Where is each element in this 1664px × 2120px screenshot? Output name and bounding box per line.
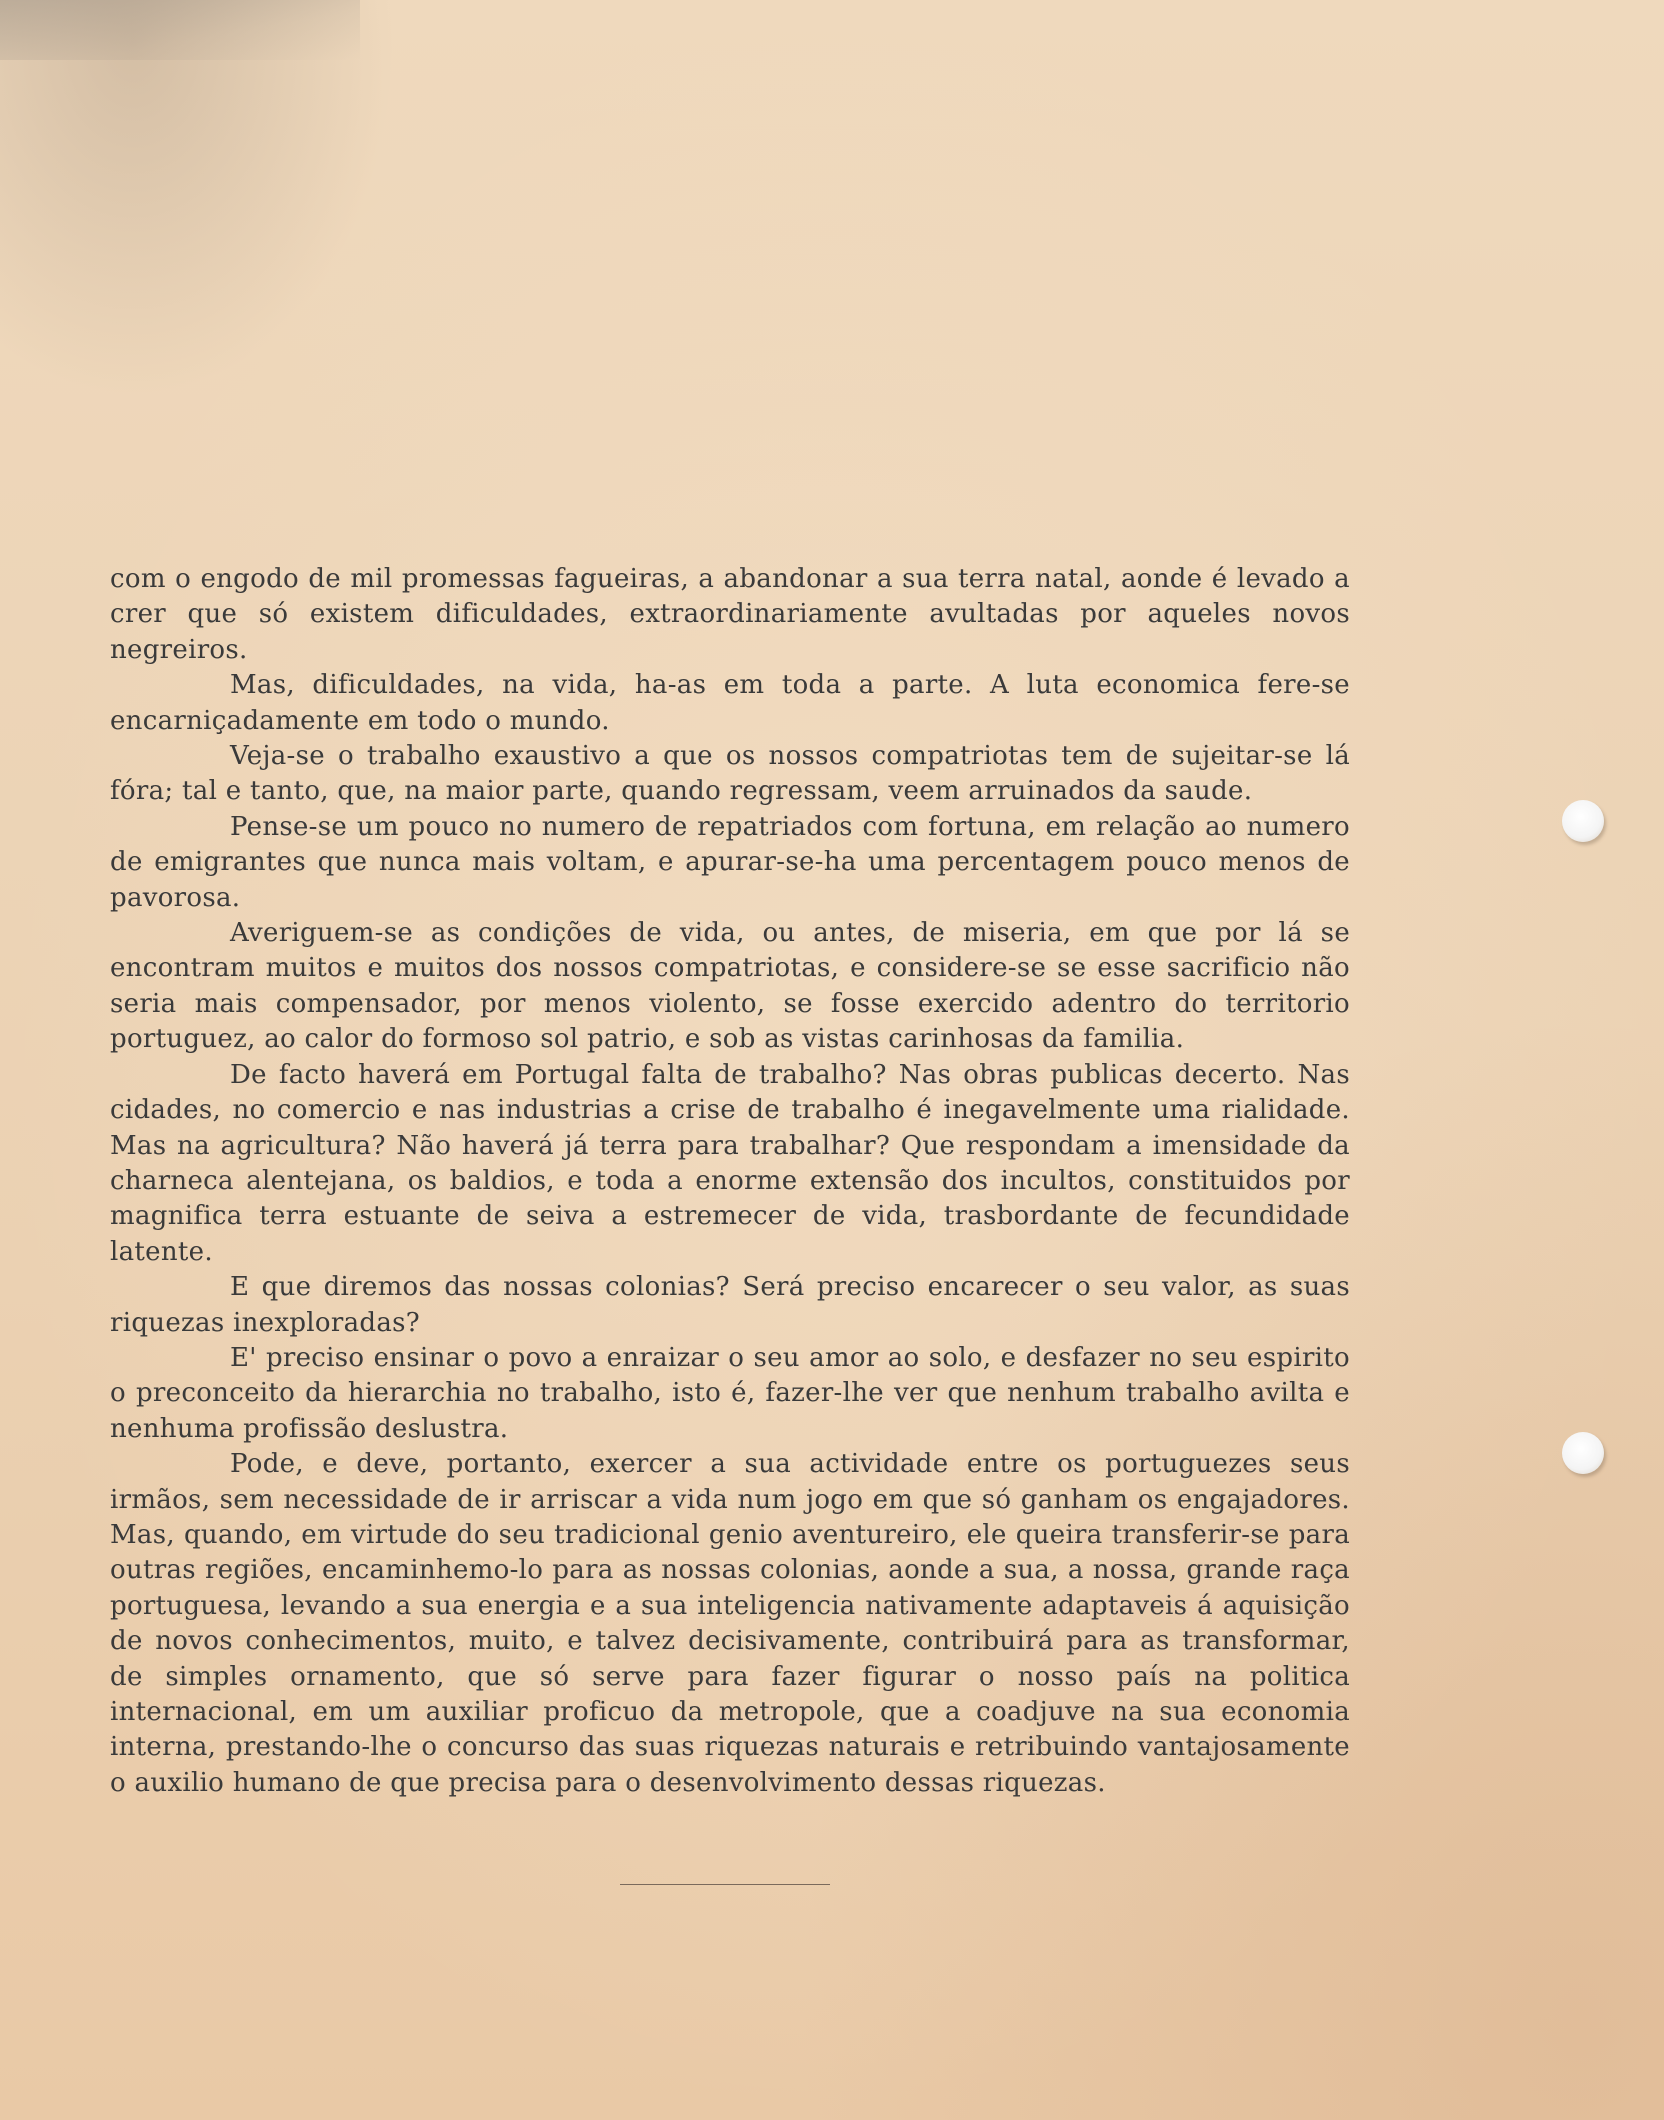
punch-hole-bottom <box>1562 1432 1604 1474</box>
paragraph: Mas, dificuldades, na vida, ha-as em toda a parte. A luta economica fere-se encarniçadamente em todo o mundo. <box>110 670 1350 736</box>
paragraph: Averiguem-se as condições de vida, ou antes, de miseria, em que por lá se encontram muitos e muitos dos nossos compatriotas, e considere-se se esse sacrificio não seria mais compensador, por menos violento, se fosse exercido adentro do territorio portuguez, ao calor do formoso sol patrio, e sob as vistas carinhosas da familia. <box>110 918 1350 1055</box>
paragraph: com o engodo de mil promessas fagueiras, a abandonar a sua terra natal, aonde é levado a crer que só existem dificuldades, extraordinariamente avultadas por aqueles novos negreiros. <box>110 564 1350 665</box>
closing-rule <box>620 1884 830 1885</box>
corner-stain <box>0 0 360 60</box>
paragraph: Veja-se o trabalho exaustivo a que os nossos compatriotas tem de sujeitar-se lá fóra; tal e tanto, que, na maior parte, quando regressam, veem arruinados da saude. <box>110 741 1350 807</box>
paragraph: Pode, e deve, portanto, exercer a sua actividade entre os portuguezes seus irmãos, sem necessidade de ir arriscar a vida num jogo em que só ganham os engajadores. Mas, quando, em virtude do seu tradicional genio aventureiro, ele queira transferir-se para outras regiões, encaminhemo-lo para as nossas colonias, aonde a sua, a nossa, grande raça portuguesa, levando a sua energia e a sua inteligencia nativamente adaptaveis á aquisição de novos conhecimentos, muito, e talvez decisivamente, contribuirá para as transformar, de simples ornamento, que só serve para fazer figurar o nosso país na politica internacional, em um auxiliar proficuo da metropole, que a coadjuve na sua economia interna, prestando-lhe o concurso das suas riquezas naturais e retribuindo vantajosamente o auxilio humano de que precisa para o desenvolvimento dessas riquezas. <box>110 1449 1350 1798</box>
body-text <box>110 562 1350 1801</box>
punch-hole-top <box>1562 800 1604 842</box>
paragraph: E' preciso ensinar o povo a enraizar o seu amor ao solo, e desfazer no seu espirito o preconceito da hierarchia no trabalho, isto é, fazer-lhe ver que nenhum trabalho avilta e nenhuma profissão deslustra. <box>110 1342 1350 1444</box>
paragraph: De facto haverá em Portugal falta de trabalho? Nas obras publicas decerto. Nas cidades, no comercio e nas industrias a crise de trabalho é inegavelmente uma rialidade. Mas na agricultura? Não haverá já terra para trabalhar? Que respondam a imensidade da charneca alentejana, os baldios, e toda a enorme extensão dos incultos, constituidos por magnifica terra estuante de seiva a estremecer de vida, trasbordante de fecundidade latente. <box>110 1059 1350 1267</box>
paragraph: Pense-se um pouco no numero de repatriados com fortuna, em relação ao numero de emigrantes que nunca mais voltam, e apurar-se-ha uma percentagem pouco menos de pavorosa. <box>110 811 1350 913</box>
paragraph: E que diremos das nossas colonias? Será preciso encarecer o seu valor, as suas riquezas inexploradas? <box>110 1272 1350 1338</box>
